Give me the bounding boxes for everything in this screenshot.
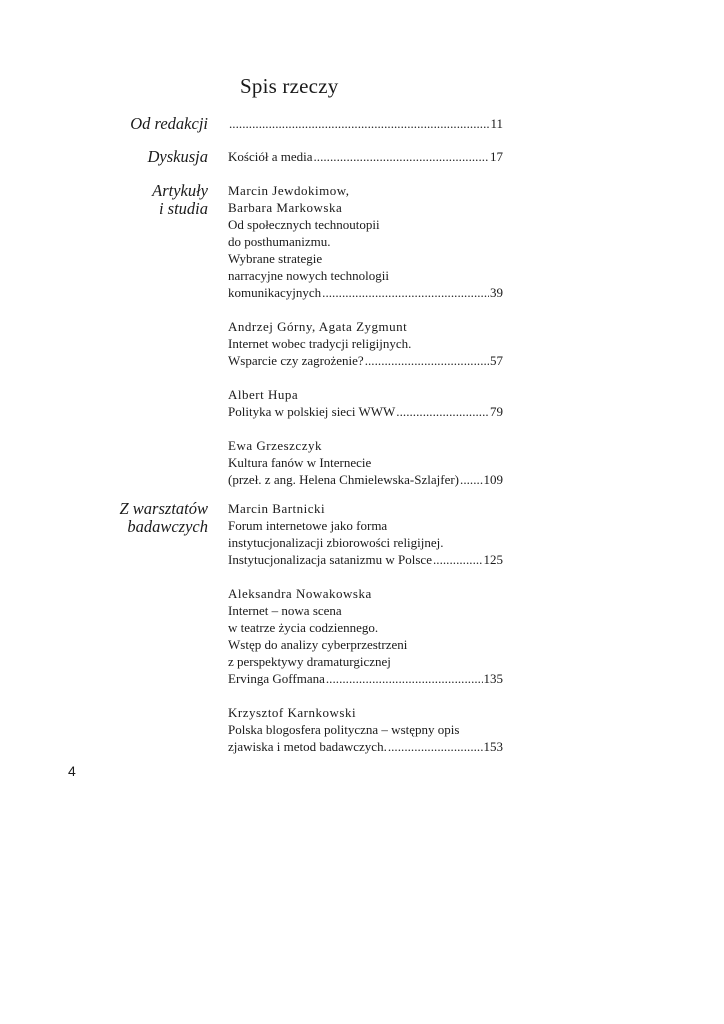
- entry-authors: Krzysztof Karnkowski: [228, 705, 357, 720]
- section-entries: [228, 182, 503, 488]
- entry-authors: Aleksandra Nowakowska: [228, 586, 372, 601]
- toc-entry[interactable]: [228, 437, 503, 488]
- entry-title-line: Kultura fanów w Internecie: [228, 455, 372, 470]
- page-ref: 79: [490, 404, 503, 419]
- entry-title-line: Polska blogosfera polityczna – wstępny opis: [228, 722, 460, 737]
- page-ref: 17: [490, 149, 503, 164]
- toc-entry[interactable]: [228, 148, 503, 165]
- entry-title-line: do posthumanizmu.: [228, 234, 331, 249]
- dot-leader: [326, 670, 483, 687]
- toc-entry-title-line: Polityka w polskiej sieci WWW . . . 79: [228, 403, 503, 420]
- page-ref: 11: [490, 116, 503, 131]
- toc-entry[interactable]: [228, 585, 503, 687]
- entry-title-line: Internet – nowa scena: [228, 603, 342, 618]
- entry-title-line: z perspektywy dramaturgicznej: [228, 654, 391, 669]
- toc-entry-title-line: Wsparcie czy zagrożenie? . . . 57: [228, 352, 503, 369]
- toc-entry[interactable]: [228, 500, 503, 568]
- entry-title-line: narracyjne nowych technologii: [228, 268, 389, 283]
- section-entries: [228, 148, 503, 165]
- dot-leader: [229, 115, 489, 132]
- toc-entry-title-line: Kościół a media . . . 17: [228, 148, 503, 165]
- page-ref: 135: [483, 671, 503, 686]
- entry-title-line: Wstęp do analizy cyberprzestrzeni: [228, 637, 408, 652]
- entry-title-line: Internet wobec tradycji religijnych.: [228, 336, 412, 351]
- section-label: Artykuły i studia: [152, 181, 208, 218]
- dot-leader: [313, 148, 489, 165]
- entry-title-line: instytucjonalizacji zbiorowości religijnej.: [228, 535, 444, 550]
- toc-entry-title-line: Ervinga Goffmana . . . 135: [228, 670, 503, 687]
- toc-entry[interactable]: [228, 318, 503, 369]
- page-title: Spis rzeczy: [240, 74, 339, 98]
- toc-entry[interactable]: [228, 386, 503, 420]
- section-label: Dyskusja: [147, 147, 208, 166]
- dot-leader: [433, 551, 483, 568]
- section-label: Z warsztatów badawczych: [119, 499, 208, 536]
- entry-authors: Marcin Bartnicki: [228, 501, 326, 516]
- toc-entry-title-line: Instytucjonalizacja satanizmu w Polsce . . . 125: [228, 551, 503, 568]
- entry-authors: Albert Hupa: [228, 387, 299, 402]
- toc-entry-title-line: (przeł. z ang. Helena Chmielewska-Szlajfer) . . . 109: [228, 471, 503, 488]
- toc-entry[interactable]: [228, 115, 503, 132]
- entry-title-line: Od społecznych technoutopii: [228, 217, 380, 232]
- entry-authors: Ewa Grzeszczyk: [228, 438, 322, 453]
- page-ref: 57: [490, 353, 503, 368]
- dot-leader: [322, 284, 489, 301]
- page-ref: 39: [490, 285, 503, 300]
- page-ref: 109: [483, 472, 503, 487]
- toc-entry-title-line: komunikacyjnych . . . 39: [228, 284, 503, 301]
- dot-leader: [396, 403, 489, 420]
- entry-authors: Marcin Jewdokimow,: [228, 183, 350, 198]
- section-entries: [228, 500, 503, 755]
- section-entries: [228, 115, 503, 132]
- toc-entry[interactable]: [228, 704, 503, 755]
- toc-entry[interactable]: [228, 182, 503, 301]
- page-ref: 125: [483, 552, 503, 567]
- dot-leader: [460, 471, 482, 488]
- entry-title-line: w teatrze życia codziennego.: [228, 620, 379, 635]
- dot-leader: [365, 352, 489, 369]
- dot-leader: [388, 738, 483, 755]
- entry-title-line: Wybrane strategie: [228, 251, 323, 266]
- section-label: Od redakcji: [130, 114, 208, 133]
- page-number: 4: [68, 763, 76, 779]
- toc-entry-title-line: zjawiska i metod badawczych. . . . 153: [228, 738, 503, 755]
- page-ref: 153: [483, 739, 503, 754]
- toc-entry-title-line: [228, 115, 503, 132]
- entry-authors: Barbara Markowska: [228, 200, 343, 215]
- entry-title-line: Forum internetowe jako forma: [228, 518, 388, 533]
- entry-authors: Andrzej Górny, Agata Zygmunt: [228, 319, 408, 334]
